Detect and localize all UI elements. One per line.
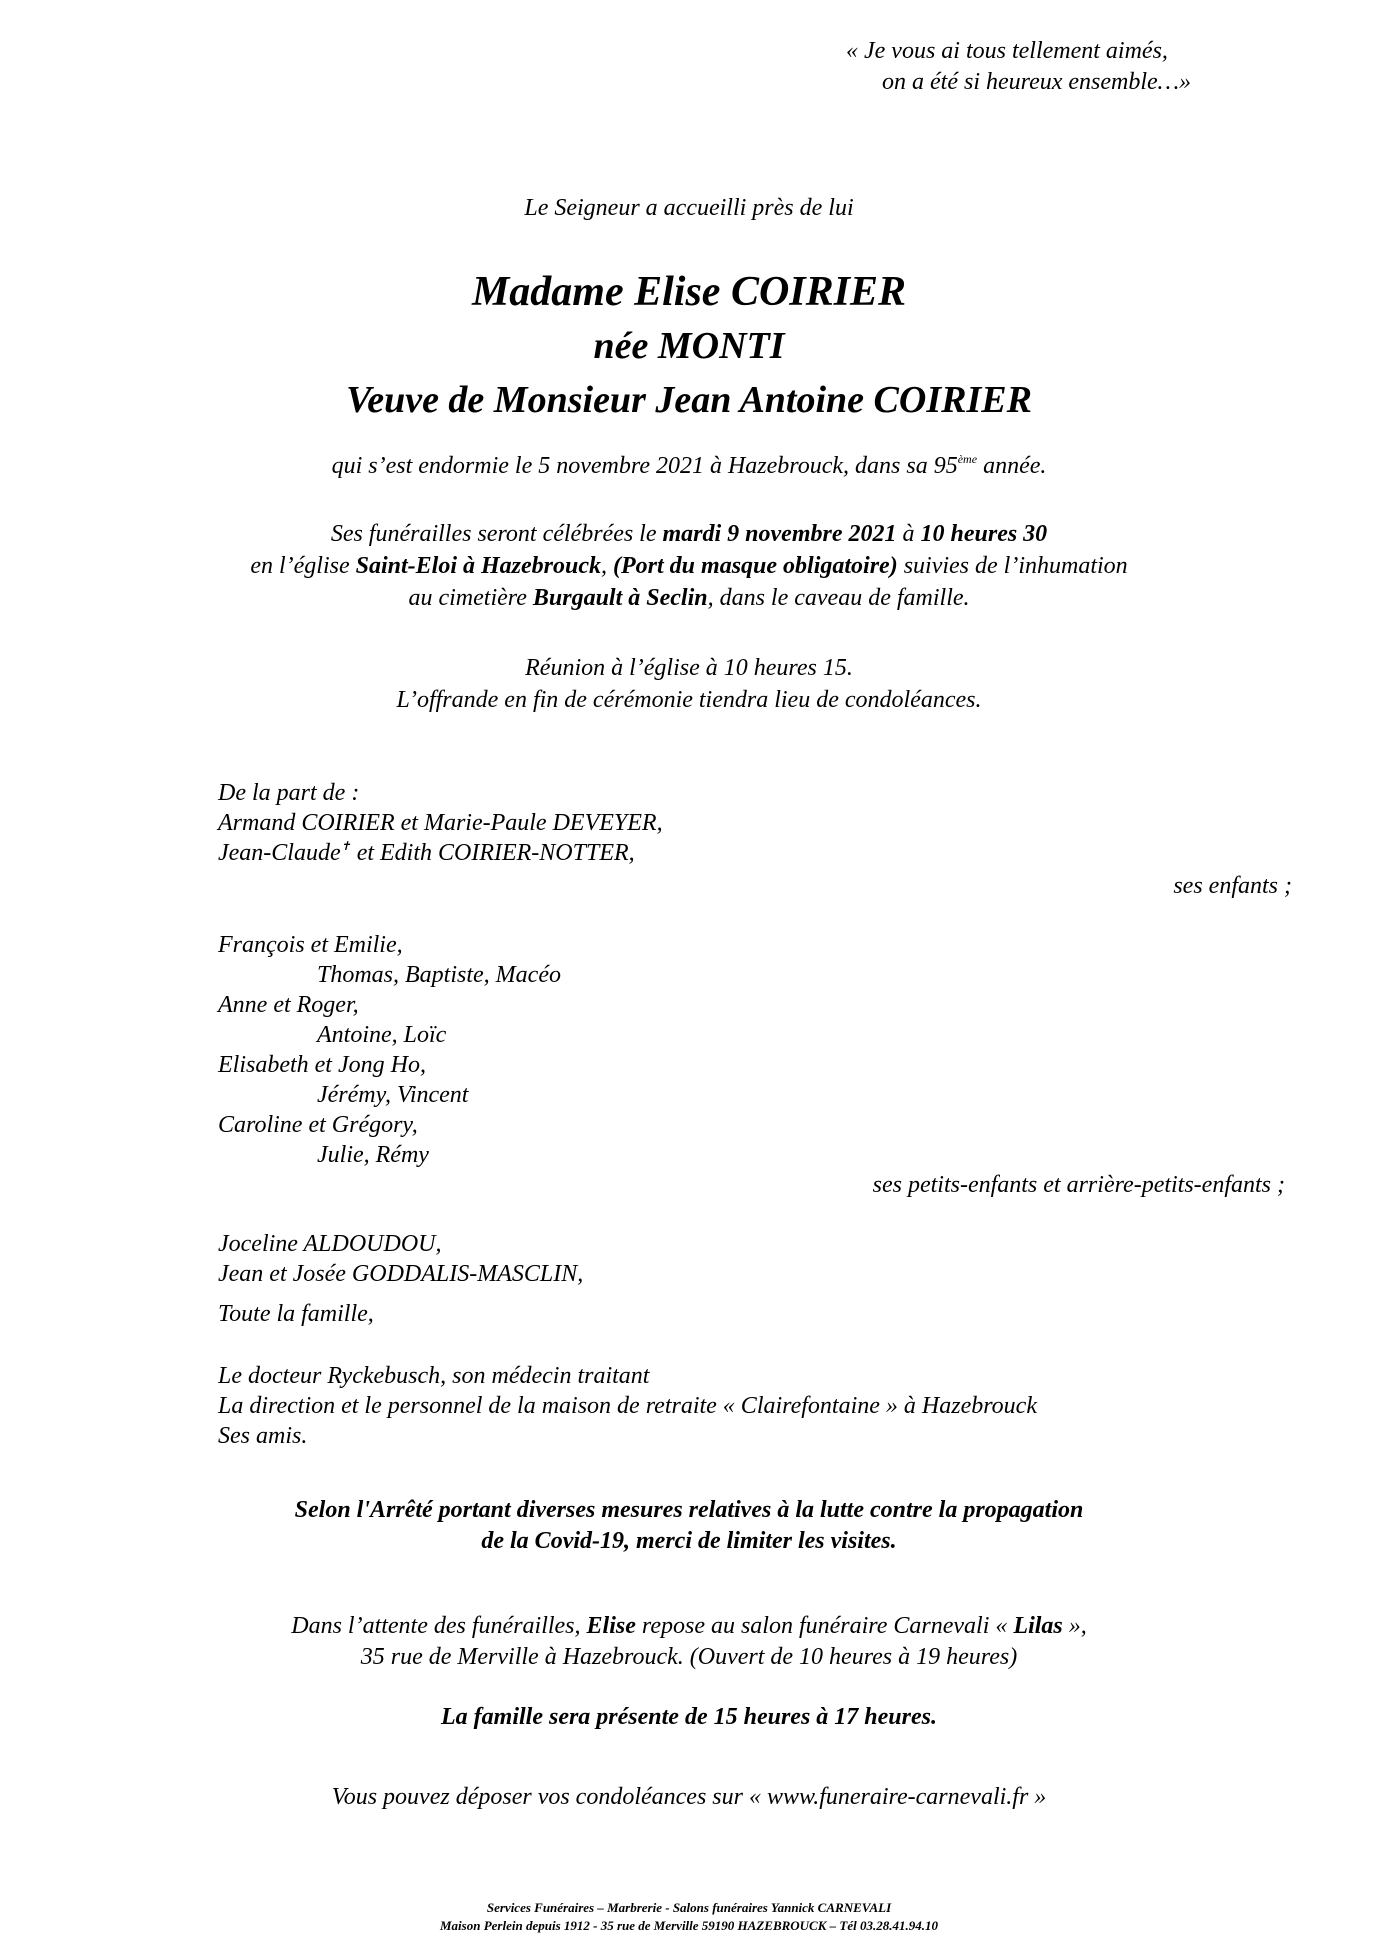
- covid-notice: [0, 1495, 1378, 1557]
- extra-line: La direction et le personnel de la maison de retraite « Clairefontaine » à Hazebrouck: [218, 1393, 1037, 1419]
- epigraph-line-2: on a été si heureux ensemble…»: [882, 69, 1192, 95]
- funeral-mask-note: (Port du masque obligatoire): [613, 553, 898, 579]
- salon-deceased-name: Elise: [586, 1613, 636, 1639]
- grandchild-kids: Jérémy, Vincent: [317, 1082, 469, 1108]
- cross-icon: ✝: [340, 839, 351, 853]
- death-text: qui s’est endormie le 5 novembre 2021 à Hazebrouck, dans sa 95: [331, 453, 958, 479]
- reunion-block: [0, 652, 1378, 716]
- footer: [0, 1899, 1378, 1935]
- footer-line-1: Services Funéraires – Marbrerie - Salons funéraires Yannick CARNEVALI: [486, 1900, 892, 1915]
- funeral-line-3: [0, 582, 1378, 614]
- funeral-date: mardi 9 novembre 2021: [662, 521, 897, 547]
- epigraph: [846, 36, 1191, 98]
- reunion-line-1: Réunion à l’église à 10 heures 15.: [525, 655, 853, 681]
- grandchild-parents: Anne et Roger,: [218, 992, 359, 1018]
- salon-text: repose au salon funéraire Carnevali «: [635, 1613, 1014, 1639]
- funeral-cemetery: Burgault à Seclin: [532, 585, 708, 611]
- death-text-end: année.: [977, 453, 1047, 479]
- salon-text: Dans l’attente des funérailles,: [291, 1613, 587, 1639]
- funeral-text: à: [896, 521, 921, 547]
- funeral-line-1: [0, 518, 1378, 550]
- funeral-text: , dans le caveau de famille.: [707, 585, 970, 611]
- other-relative: Joceline ALDOUDOU,: [218, 1231, 442, 1257]
- grandchildren-label: ses petits-enfants et arrière-petits-enfants ;: [872, 1172, 1285, 1198]
- deceased-widow-of: Veuve de Monsieur Jean Antoine COIRIER: [346, 379, 1032, 421]
- other-relative: Jean et Josée GODDALIS-MASCLIN,: [218, 1261, 584, 1287]
- funeral-text: au cimetière: [408, 585, 533, 611]
- salon-line-2: 35 rue de Merville à Hazebrouck. (Ouvert de 10 heures à 19 heures): [360, 1644, 1018, 1670]
- grandchild-parents: François et Emilie,: [218, 932, 403, 958]
- covid-line-2: de la Covid-19, merci de limiter les visites.: [481, 1528, 897, 1554]
- condolences-web: Vous pouvez déposer vos condoléances sur « www.funeraire-carnevali.fr »: [331, 1784, 1047, 1810]
- funeral-text: en l’église: [250, 553, 356, 579]
- salon-info: [0, 1611, 1378, 1673]
- child-name: Jean-Claude: [218, 840, 341, 866]
- extra-line: Ses amis.: [218, 1423, 308, 1449]
- deceased-name: Madame Elise COIRIER: [471, 269, 907, 315]
- epigraph-line-1: « Je vous ai tous tellement aimés,: [846, 38, 1168, 64]
- family-child-1: Armand COIRIER et Marie-Paule DEVEYER,: [218, 810, 663, 836]
- salon-text: »,: [1062, 1613, 1087, 1639]
- grandchild-parents: Elisabeth et Jong Ho,: [218, 1052, 426, 1078]
- family-from: De la part de :: [218, 780, 360, 806]
- deceased-block: [0, 265, 1378, 427]
- children-label: ses enfants ;: [1173, 873, 1292, 899]
- funeral-text: ,: [601, 553, 614, 579]
- reunion-line-2: L’offrande en fin de cérémonie tiendra lieu de condoléances.: [396, 687, 982, 713]
- funeral-church: Saint-Eloi à Hazebrouck: [355, 553, 602, 579]
- funeral-text: suivies de l’inhumation: [897, 553, 1128, 579]
- funeral-time: 10 heures 30: [920, 521, 1048, 547]
- grandchild-kids: Julie, Rémy: [317, 1142, 429, 1168]
- grandchild-kids: Thomas, Baptiste, Macéo: [317, 962, 561, 988]
- salon-line-1: [0, 1611, 1378, 1642]
- whole-family: Toute la famille,: [218, 1301, 374, 1327]
- funeral-details: [0, 518, 1378, 614]
- grandchild-kids: Antoine, Loïc: [317, 1022, 447, 1048]
- funeral-line-2: [0, 550, 1378, 582]
- deceased-maiden-name: née MONTI: [593, 325, 785, 367]
- funeral-text: Ses funérailles seront célébrées le: [330, 521, 663, 547]
- death-statement: [0, 453, 1378, 480]
- family-presence: La famille sera présente de 15 heures à 17 heures.: [441, 1704, 937, 1730]
- child-name-rest: et Edith COIRIER-NOTTER,: [350, 840, 635, 866]
- death-superscript: ème: [957, 452, 978, 466]
- salon-room: Lilas: [1013, 1613, 1063, 1639]
- extra-line: Le docteur Ryckebusch, son médecin traitant: [218, 1363, 650, 1389]
- grandchild-parents: Caroline et Grégory,: [218, 1112, 418, 1138]
- family-child-2: [218, 840, 635, 867]
- footer-line-2: Maison Perlein depuis 1912 - 35 rue de Merville 59190 HAZEBROUCK – Tél 03.28.41.94.10: [440, 1918, 938, 1933]
- intro-text: Le Seigneur a accueilli près de lui: [524, 195, 854, 221]
- covid-line-1: Selon l'Arrêté portant diverses mesures relatives à la lutte contre la propagation: [294, 1497, 1084, 1523]
